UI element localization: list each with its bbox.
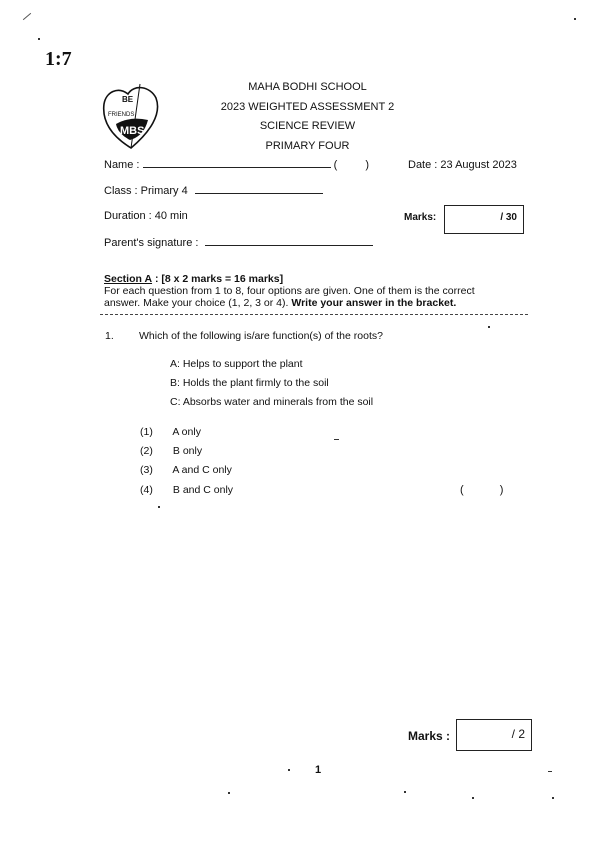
class-label: Class : Primary 4 xyxy=(104,185,188,197)
scan-speck xyxy=(472,797,474,799)
subject-title: SCIENCE REVIEW xyxy=(259,120,356,132)
logo-text-mid: FRIENDS xyxy=(108,112,135,118)
level-title: PRIMARY FOUR xyxy=(265,139,350,152)
option-number: (4) xyxy=(140,484,153,496)
section-instruction-1: For each question from 1 to 8, four options are given. One of them is the correct xyxy=(104,285,475,297)
section-instruction-bold: Write your answer in the bracket. xyxy=(291,297,457,309)
document-header xyxy=(200,78,415,156)
option-text: A only xyxy=(172,426,201,438)
name-line[interactable] xyxy=(143,167,331,168)
marks-label: Marks: xyxy=(404,212,437,223)
school-logo xyxy=(100,80,162,152)
scan-speck xyxy=(158,506,160,508)
option-number: (3) xyxy=(140,464,153,476)
logo-text-bottom: MBS xyxy=(120,125,145,137)
scan-speck xyxy=(552,797,554,799)
scan-speck xyxy=(574,18,576,20)
section-marks: : [8 x 2 marks = 16 marks] xyxy=(154,273,284,285)
footer-marks-box xyxy=(456,719,532,751)
scan-speck xyxy=(228,792,230,794)
school-name: MAHA BODHI SCHOOL xyxy=(248,81,367,93)
section-title: Section A xyxy=(104,273,153,285)
option-text: B and C only xyxy=(172,484,234,496)
date-field: Date : 23 August 2023 xyxy=(408,159,517,171)
question-text: Which of the following is/are function(s) of the roots? xyxy=(139,330,383,342)
section-rule xyxy=(100,314,528,315)
duration-field: Duration : 40 min xyxy=(104,210,188,222)
statement-a: A: Helps to support the plant xyxy=(170,358,303,370)
option-4[interactable] xyxy=(140,484,233,496)
scan-speck xyxy=(548,771,552,772)
name-label: Name : xyxy=(104,159,140,171)
name-bracket-close: ) xyxy=(365,159,370,171)
signature-label: Parent's signature : xyxy=(104,237,199,249)
section-instruction-2: answer. Make your choice (1, 2, 3 or 4). xyxy=(104,297,289,309)
option-text: B only xyxy=(172,445,203,457)
option-1[interactable] xyxy=(140,426,201,438)
option-number: (2) xyxy=(140,445,153,457)
assessment-title: 2023 WEIGHTED ASSESSMENT 2 xyxy=(220,100,395,113)
class-row xyxy=(104,185,323,197)
footer-marks-total: / 2 xyxy=(511,727,525,741)
marks-total: / 30 xyxy=(500,212,517,223)
footer-marks-label: Marks : xyxy=(408,729,451,743)
page-number: 1 xyxy=(315,764,322,776)
name-row xyxy=(104,159,369,171)
scan-mark xyxy=(23,13,31,20)
scan-speck xyxy=(288,769,290,771)
scan-speck xyxy=(334,439,339,440)
option-text: A and C only xyxy=(172,464,232,476)
scan-speck xyxy=(38,38,40,40)
marks-box xyxy=(444,205,524,234)
signature-row xyxy=(104,237,373,249)
answer-bracket-close: ) xyxy=(499,484,504,496)
name-bracket-open: ( xyxy=(333,159,338,171)
page-tag: 1:7 xyxy=(45,48,72,70)
statement-b: B: Holds the plant firmly to the soil xyxy=(170,377,329,389)
scan-speck xyxy=(404,791,406,793)
answer-bracket-open: ( xyxy=(460,484,464,496)
class-line[interactable] xyxy=(195,193,323,194)
option-3[interactable] xyxy=(140,464,232,476)
option-2[interactable] xyxy=(140,445,202,457)
question-number: 1. xyxy=(105,330,114,342)
signature-line[interactable] xyxy=(205,245,373,246)
statement-c: C: Absorbs water and minerals from the soil xyxy=(170,396,374,408)
section-header xyxy=(104,273,534,309)
answer-bracket[interactable] xyxy=(460,484,503,496)
logo-text-top: BE xyxy=(122,95,134,104)
scan-speck xyxy=(488,326,490,328)
option-number: (1) xyxy=(140,426,153,438)
